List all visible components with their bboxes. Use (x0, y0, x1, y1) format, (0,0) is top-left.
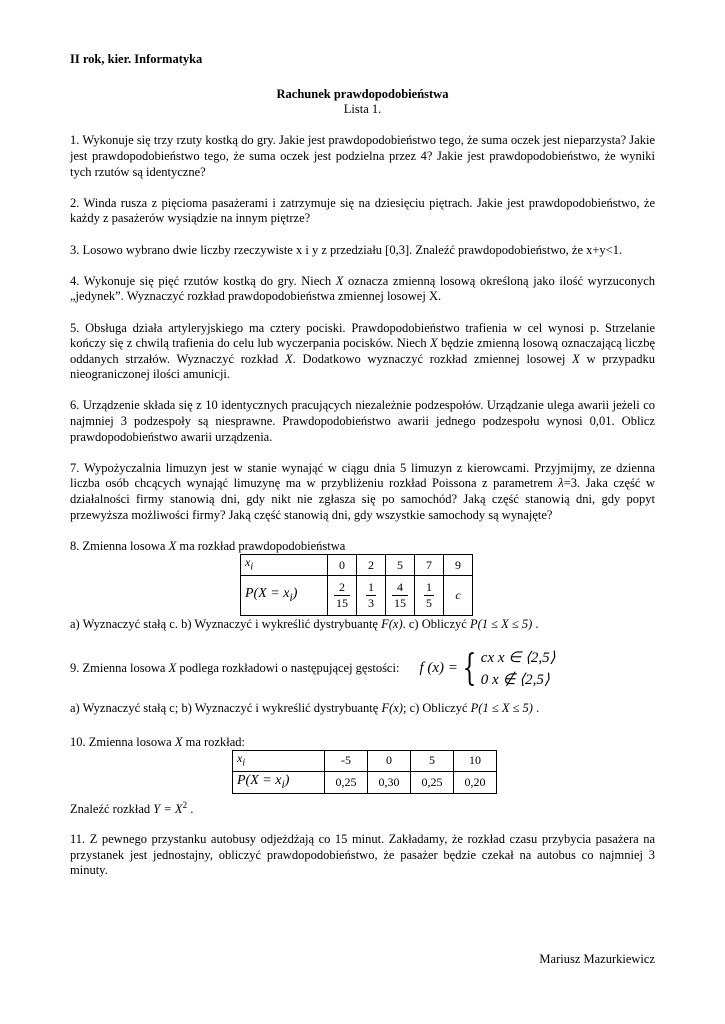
course-header: II rok, kier. Informatyka (70, 52, 203, 66)
doc-subtitle: Lista 1. (343, 102, 382, 117)
task-8: 8. Zmienna losowa X ma rozkład prawdopodobieństwa $x_i$ 0 2 5 7 9 $P(X = x_i)$ $\frac{2}{15}$ $\frac{1}{3}$ $\frac{4}{15}$ $\frac{1}{5}$ c a) Wyznaczyć stałą c. b) Wyznaczyć i wykreślić dystrybuantę F(x). c) Obliczyć P(1 ≤ X ≤ 5) . (70, 538, 539, 632)
task-5: 5. Obsługa działa artyleryjskiego ma cztery pociski. Prawdopodobieństwo trafienia w cel wynosi p. Strzelanie kończy się z chwilą trafienia do celu lub wyczerpania pocisków. Niech X będzie zmienną losową oznaczającą liczbę oddanych strzałów. Wyznaczyć rozkład X. Dodatkowo wyznaczyć rozkład zmiennej losowej X w przypadku nieograniczonej ilości amunicji. (70, 320, 656, 382)
document-page (70, 52, 655, 879)
task-1: 1. Wykonuje się trzy rzuty kostką do gry. Jakie jest prawdopodobieństwo tego, że suma oczek jest nieparzysta? Jakie jest prawdopodobieństwo tego, że suma oczek jest podzielna przez 4? Jakie jest prawdopodobieństwo, że wyniki tych rzutów są identyczne? (70, 133, 655, 179)
task-7: 7. Wypożyczalnia limuzyn jest w stanie wynająć w ciągu dnia 5 limuzyn z kierowcami. Przyjmijmy, ze dzienna liczba osób chcących wynająć limuzynę ma w przybliżeniu rozkład Poissona z parametrem λ=3. Jaka część w działalności firmy stanowią dni, gdy nikt nie zgłasza się po samochód? Jaką część stanowią dni, gdy popyt przewyższa możliwości firmy? Jaką część stanowią dni, gdy wszystkie samochody są wynajęte? (70, 460, 655, 522)
piecewise-brace: { cx x ∈ ⟨2,5⟩ 0 x ∉ ⟨2,5⟩ (462, 647, 556, 689)
distribution-table-8: $x_i$ 0 2 5 7 9 $P(X = x_i)$ $\frac{2}{15}$ $\frac{1}{3}$ $\frac{4}{15}$ $\frac{1}{5}$ c (240, 554, 473, 616)
doc-title: Rachunek prawdopodobieństwa (276, 86, 449, 101)
distribution-table-10: $x_i$ -5 0 5 10 $P(X = x_i)$ 0,25 0,30 0,25 0,20 (232, 750, 497, 794)
task-4: 4. Wykonuje się pięć rzutów kostką do gry. Niech X oznacza zmienną losową określoną jako ilość wyrzuconych „jedynek”. Wyznaczyć rozkład prawdopodobieństwa zmiennej losowej X. (70, 273, 656, 304)
signature: Mariusz Mazurkiewicz (539, 952, 655, 966)
task-2: 2. Winda rusza z pięcioma pasażerami i zatrzymuje się na dziesięciu piętrach. Jakie jest prawdopodobieństwo, że każdy z pasażerów wysiądzie na innym piętrze? (70, 195, 655, 226)
task-10: 10. Zmienna losowa X ma rozkład: $x_i$ -5 0 5 10 $P(X = x_i)$ 0,25 0,30 0,25 0,20 Znaleźć rozkład $Y = X^2$ . (70, 735, 655, 818)
task-3: 3. Losowo wybrano dwie liczby rzeczywiste x i y z przedziału [0,3]. Znaleźć prawdopodobieństwo, że x+y<1. (70, 242, 623, 257)
task-6: 6. Urządzenie składa się z 10 identycznych pracujących niezależnie podzespołów. Urządzanie ulega awarii jeżeli co najmniej 3 podzespoły są niesprawne. Prawdopodobieństwo awarii jednego podzespołu wynosi 0,01. Oblicz prawdopodobieństwo awarii urządzenia. (70, 398, 655, 444)
title-block (70, 87, 655, 118)
task-11: 11. Z pewnego przystanku autobusy odjeżdżają co 15 minut. Zakładamy, że rozkład czasu przybycia pasażera na przystanek jest jednostajny, obliczyć prawdopodobieństwo, że pasażer będzie czekał na autobus co najmniej 3 minuty. (70, 831, 655, 878)
task-9: 9. Zmienna losowa X podlega rozkładowi o następującej gęstości: f (x) = { cx x ∈ ⟨2,5⟩ 0 x ∉ ⟨2,5⟩ a) Wyznaczyć stałą c; b) Wyznaczyć i wykreślić dystrybuantę F(x); c) Obliczyć P(1 ≤ X ≤ 5) . (70, 647, 556, 715)
